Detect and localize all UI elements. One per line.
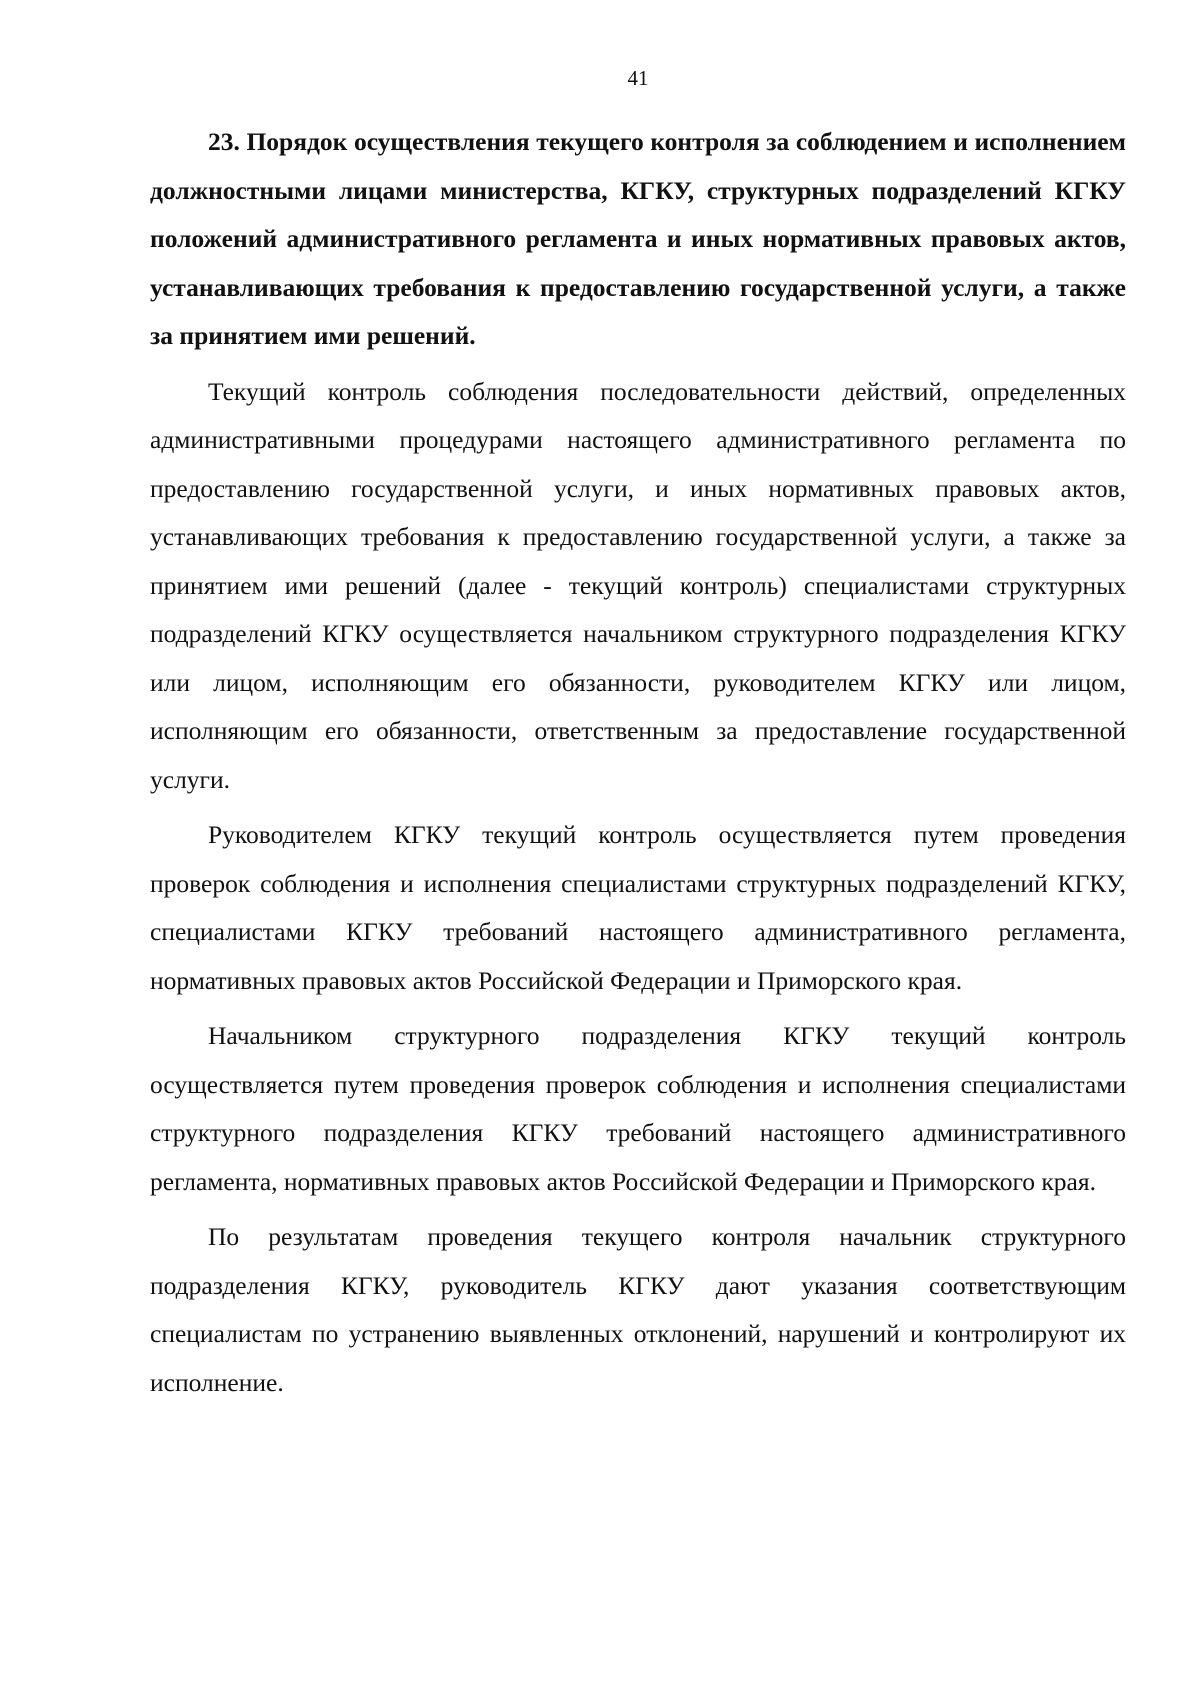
document-body xyxy=(150,118,1126,1407)
paragraph-control-results: По результатам проведения текущего контроля начальник структурного подразделения КГКУ, руководитель КГКУ дают указания соответствующим специалистам по устранению выявленных отклонений, нарушений и контролируют их исполнение. xyxy=(150,1222,1126,1397)
paragraph-head-control: Руководителем КГКУ текущий контроль осуществляется путем проведения проверок соблюдения и исполнения специалистами структурных подразделений КГКУ, специалистами КГКУ требований настоящего административного регламента, нормативных правовых актов Российской Федерации и Приморского края. xyxy=(150,820,1126,995)
paragraph-division-head-control: Начальником структурного подразделения КГКУ текущий контроль осуществляется путем проведения проверок соблюдения и исполнения специалистами структурного подразделения КГКУ требований настоящего административного регламента, нормативных правовых актов Российской Федерации и Приморского края. xyxy=(150,1021,1126,1196)
page-number: 41 xyxy=(627,66,649,90)
paragraph-current-control-definition: Текущий контроль соблюдения последовательности действий, определенных административными процедурами настоящего административного регламента по предоставлению государственной услуги, и иных нормативных правовых актов, устанавливающих требования к предоставлению государственной услуги, а также за принятием ими решений (далее - текущий контроль) специалистами структурных подразделений КГКУ осуществляется начальником структурного подразделения КГКУ или лицом, исполняющим его обязанности, руководителем КГКУ или лицом, исполняющим его обязанности, ответственным за предоставление государственной услуги. xyxy=(150,376,1126,794)
section-heading: 23. Порядок осуществления текущего контроля за соблюдением и исполнением должностными лицами министерства, КГКУ, структурных подразделений КГКУ положений административного регламента и иных нормативных правовых актов, устанавливающих требования к предоставлению государственной услуги, а также за принятием ими решений. xyxy=(150,127,1126,350)
